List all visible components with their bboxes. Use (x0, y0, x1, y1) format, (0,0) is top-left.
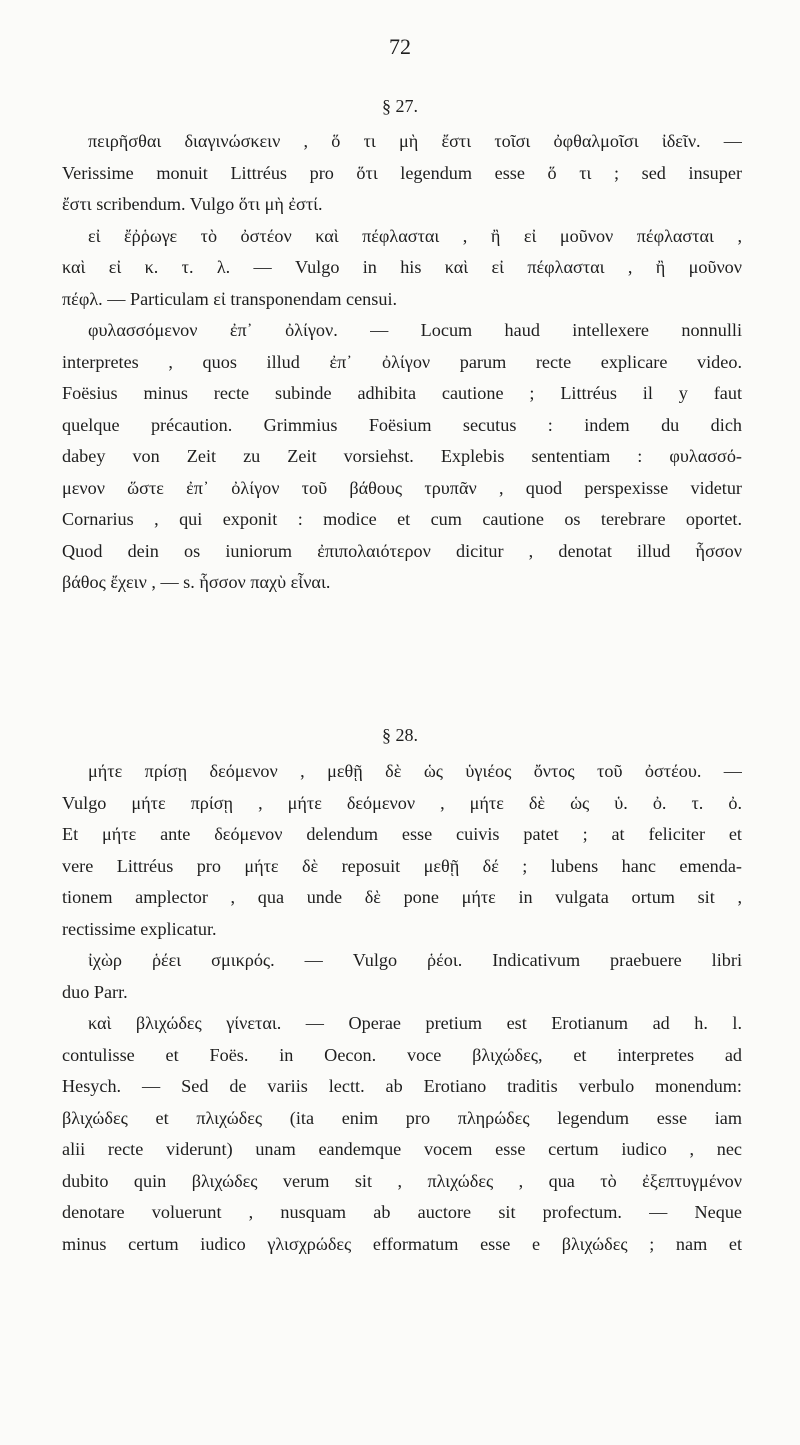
text-line: Verissime monuit Littréus pro ὅτι legendum esse ὅ τι ; sed insuper (62, 162, 742, 183)
text-line: ἰχὼρ ῥέει σμικρός. — Vulgo ῥέοι. Indicativum praebuere libri (88, 950, 742, 970)
text-line: καὶ βλιχώδες γίνεται. — Operae pretium est Erotianum ad h. l. (88, 1013, 742, 1033)
text-line: duo Parr. (62, 981, 128, 1002)
text-line: quelque précaution. Grimmius Foësium secutus : indem du dich (62, 414, 742, 435)
text-line: Foësius minus recte subinde adhibita cautione ; Littréus il y faut (62, 383, 742, 403)
section-27-body (62, 126, 742, 599)
text-line: vere Littréus pro μήτε δὲ reposuit μεθῇ δέ ; lubens hanc emenda- (62, 855, 742, 876)
page-number: 72 (389, 34, 411, 59)
text-line: tionem amplector , qua unde δὲ pone μήτε in vulgata ortum sit , (62, 887, 742, 907)
text-line: καὶ εἰ κ. τ. λ. — Vulgo in his καὶ εἰ πέφλασται , ἢ μοῦνον (62, 257, 742, 277)
text-line: φυλασσόμενον ἐπ᾽ ὀλίγον. — Locum haud intellexere nonnulli (88, 320, 742, 340)
text-line: μήτε πρίσῃ δεόμενον , μεθῇ δὲ ὡς ὑγιέος ὄντος τοῦ ὀστέου. — (88, 761, 742, 781)
section-heading-27: § 27. (382, 96, 418, 116)
text-line: contulisse et Foës. in Oecon. voce βλιχώδες, et interpretes ad (62, 1044, 742, 1065)
text-line: Hesych. — Sed de variis lectt. ab Erotiano traditis verbulo monendum: (62, 1076, 742, 1096)
text-line: πειρῆσθαι διαγινώσκειν , ὅ τι μὴ ἔστι τοῖσι ὀφθαλμοῖσι ἰδεῖν. — (88, 131, 742, 151)
text-line: Et μήτε ante δεόμενον delendum esse cuivis patet ; at feliciter et (62, 824, 742, 844)
text-line: rectissime explicatur. (62, 918, 217, 939)
text-line: dabey von Zeit zu Zeit vorsiehst. Explebis sententiam : φυλασσό- (62, 446, 742, 466)
text-line: βλιχώδες et πλιχώδες (ita enim pro πληρώδες legendum esse iam (62, 1107, 742, 1128)
text-line: interpretes , quos illud ἐπ᾽ ὀλίγον parum recte explicare video. (62, 351, 742, 372)
text-line: alii recte viderunt) unam eandemque vocem esse certum iudico , nec (62, 1139, 742, 1159)
text-line: πέφλ. — Particulam εἰ transponendam censui. (62, 288, 398, 309)
text-line: εἰ ἔῤῥωγε τὸ ὀστέον καὶ πέφλασται , ἢ εἰ μοῦνον πέφλασται , (88, 225, 742, 246)
text-line: minus certum iudico γλισχρώδες efformatum esse e βλιχώδες ; nam et (62, 1233, 742, 1254)
text-line: ἔστι scribendum. Vulgo ὅτι μὴ ἐστί. (62, 194, 323, 214)
text-line: βάθος ἔχειν , — s. ἧσσον παχὺ εἶναι. (62, 572, 331, 592)
text-line: μενον ὥστε ἐπ᾽ ὀλίγον τοῦ βάθους τρυπᾶν , quod perspexisse videtur (62, 477, 742, 498)
text-line: Vulgo μήτε πρίσῃ , μήτε δεόμενον , μήτε δὲ ὡς ὑ. ὀ. τ. ὀ. (62, 792, 742, 813)
section-heading-28: § 28. (382, 725, 418, 745)
text-line: denotare voluerunt , nusquam ab auctore sit profectum. — Neque (62, 1202, 742, 1222)
text-line: Quod dein os iuniorum ἐπιπολαιότερον dicitur , denotat illud ἧσσον (62, 540, 742, 561)
text-line: Cornarius , qui exponit : modice et cum cautione os terebrare oportet. (62, 509, 742, 529)
text-line: dubito quin βλιχώδες verum sit , πλιχώδες , qua τὸ ἐξεπτυγμένον (62, 1170, 742, 1191)
section-28-body (62, 756, 742, 1260)
